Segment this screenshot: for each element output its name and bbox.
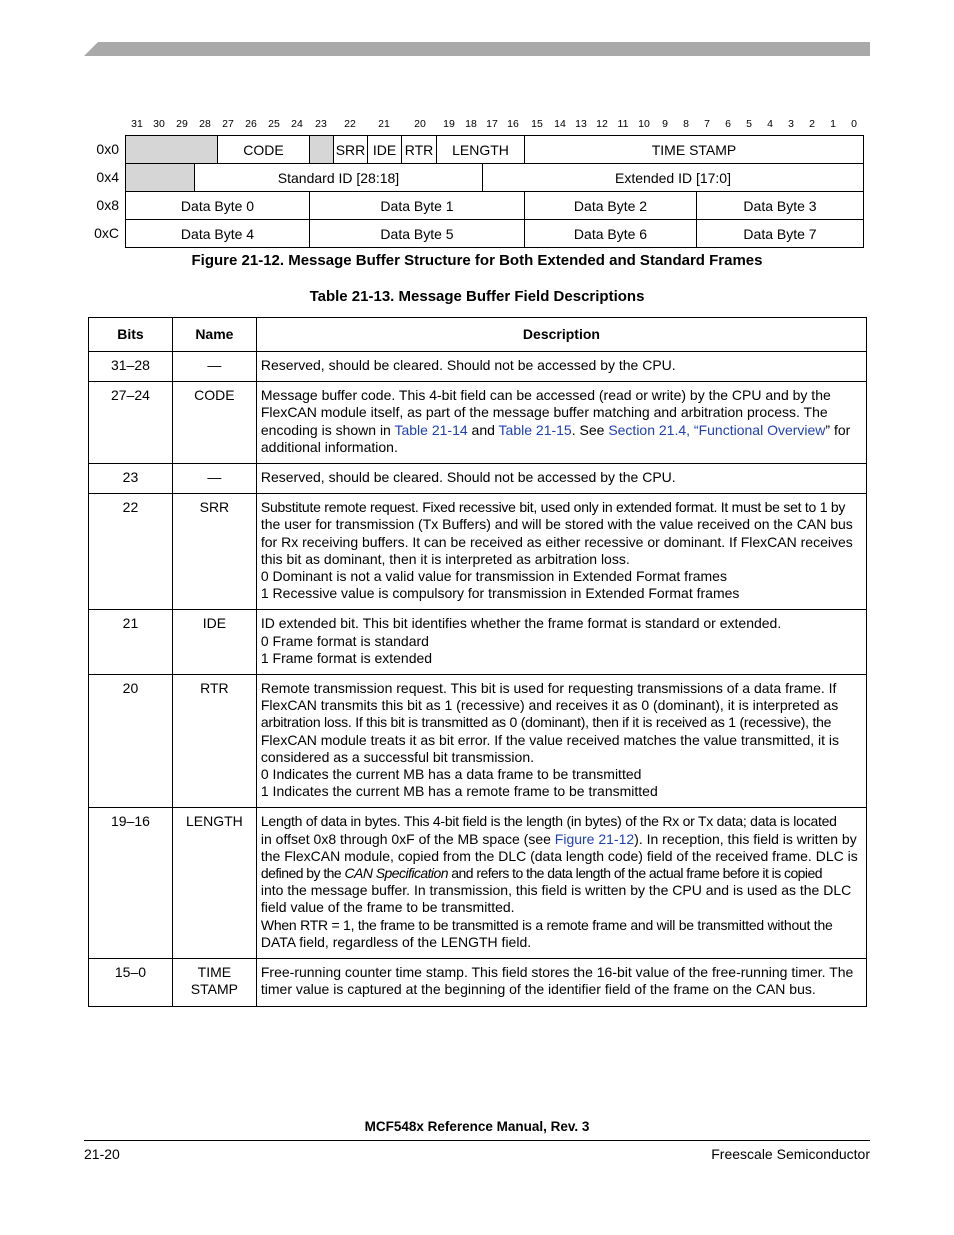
bits-cell: 27–24 [89,382,173,464]
bit-number: 30 [153,118,165,130]
data-byte-cell: Data Byte 2 [524,191,696,219]
table-row [89,808,867,959]
section-21-4-link[interactable]: Section 21.4, “Functional Overview [608,421,826,438]
bit-number: 28 [199,118,211,130]
name-cell: LENGTH [172,808,256,959]
reserved-cell [125,135,217,163]
extended-id-cell: Extended ID [17:0] [482,163,864,191]
bit-number: 2 [809,118,815,130]
ide-field-cell: IDE [367,135,401,163]
bits-cell: 15–0 [89,959,173,1006]
description-line: additional information. [260,438,398,455]
bit-number: 23 [315,118,327,130]
srr-field-cell: SRR [333,135,367,163]
table-row [89,494,867,610]
name-cell: RTR [172,675,256,808]
description-text: in offset 0x8 through 0xF of the MB space (see [260,830,555,847]
description-line: for Rx receiving buffers. It can be received as either recessive or dominant. If FlexCAN receives [260,533,853,550]
description-line [261,865,862,882]
table-row [89,352,867,382]
bit-number-row [0,118,954,132]
bit-number: 22 [344,118,356,130]
name-cell: CODE [172,382,256,464]
bit-number: 9 [662,118,668,130]
table-row [89,610,867,675]
header-banner-shape [84,42,870,56]
bit-number: 26 [245,118,257,130]
data-byte-cell: Data Byte 4 [125,219,309,247]
table-row [89,464,867,494]
bit-number: 13 [575,118,587,130]
name-line: TIME [197,964,232,981]
bits-cell: 20 [89,675,173,808]
field-description-table [88,317,867,1007]
can-specification-text: CAN Specification [344,865,448,882]
description-cell [256,808,866,959]
description-text: defined by the [260,865,345,882]
data-byte-cell: Data Byte 3 [696,191,864,219]
table-row [89,675,867,808]
description-line: DATA field, regardless of the LENGTH field. [260,933,532,950]
standard-id-cell: Standard ID [28:18] [194,163,482,191]
register-row-0x0 [125,135,864,163]
bit-number: 8 [683,118,689,130]
bit-value-item: 0 Dominant is not a valid value for transmission in Extended Format frames [260,568,727,585]
bit-value-item: 1 Recessive value is compulsory for transmission in Extended Format frames [260,585,740,602]
name-line: STAMP [190,981,238,998]
bit-number: 24 [291,118,303,130]
register-row-0xC [125,219,864,247]
register-row-0x4 [125,163,864,191]
name-cell: — [172,464,256,494]
address-label: 0x0 [96,141,119,157]
bit-number: 25 [268,118,280,130]
description-line: FlexCAN transmits this bit as 1 (recessive) and receives it as 0 (dominant), it is interpreted as [260,697,839,714]
description-line: Length of data in bytes. This 4-bit field is the length (in bytes) of the Rx or Tx data; data is located [260,813,837,830]
description-line: Substitute remote request. Fixed recessive bit, used only in extended format. It must be set to 1 by [260,499,846,516]
bit-number: 7 [704,118,710,130]
bit-number: 27 [222,118,234,130]
bit-number: 3 [788,118,794,130]
bits-cell: 21 [89,610,173,675]
description-line: arbitration loss. If this bit is transmitted as 0 (dominant), then if it is received as 1 (recessive), the [260,714,832,731]
address-label: 0x8 [96,197,119,213]
description-line: Reserved, should be cleared. Should not be accessed by the CPU. [260,469,676,486]
description-line: FlexCAN module treats it as bit error. If the value received matches the value transmitted, it is [260,731,840,748]
name-cell: — [172,352,256,382]
footer-company: Freescale Semiconductor [711,1146,870,1162]
description-line: the user for transmission (Tx Buffers) and will be stored with the value received on the CAN bus [260,516,853,533]
name-cell [172,959,256,1006]
description-line: considered as a successful bit transmission. [260,748,534,765]
register-bottom-border [125,247,864,248]
column-header-name: Name [172,318,256,352]
bits-cell: 19–16 [89,808,173,959]
bit-value-item: 1 Frame format is extended [260,649,433,666]
description-line: When RTR = 1, the frame to be transmitted is a remote frame and will be transmitted without the [260,916,833,933]
rtr-field-cell: RTR [401,135,436,163]
bits-cell: 31–28 [89,352,173,382]
bit-number: 14 [554,118,566,130]
description-cell [256,352,866,382]
address-label: 0x4 [96,169,119,185]
description-cell [256,464,866,494]
address-label: 0xC [94,225,119,241]
name-cell: IDE [172,610,256,675]
table-header-row [89,318,867,352]
bit-number: 6 [725,118,731,130]
bits-cell: 22 [89,494,173,610]
description-line: this bit as dominant, then it is interpreted as arbitration loss. [260,550,630,567]
bit-number: 4 [767,118,773,130]
bit-value-item: 0 Indicates the current MB has a data frame to be transmitted [260,766,642,783]
name-cell: SRR [172,494,256,610]
reserved-cell [125,163,194,191]
description-line: field value of the frame to be transmitted. [260,899,515,916]
description-cell [256,675,866,808]
bit-number: 15 [531,118,543,130]
code-field-cell: CODE [217,135,309,163]
length-field-cell: LENGTH [436,135,524,163]
bit-number: 20 [414,118,426,130]
description-line [261,422,862,439]
description-cell [256,494,866,610]
figure-21-12-link[interactable]: Figure 21-12 [554,830,635,847]
description-line: into the message buffer. In transmission, this field is written by the CPU and is used as the DLC [260,882,852,899]
time-stamp-field-cell: TIME STAMP [524,135,864,163]
description-line: Message buffer code. This 4-bit field can be accessed (read or write) by the CPU and by the [260,387,831,404]
column-header-description: Description [256,318,866,352]
table-row [89,959,867,1006]
page-number: 21-20 [84,1146,120,1162]
description-line: Reserved, should be cleared. Should not be accessed by the CPU. [260,357,676,373]
bit-number: 21 [378,118,390,130]
data-byte-cell: Data Byte 1 [309,191,524,219]
description-cell [256,959,866,1006]
description-text: ). In reception, this field is written by [634,830,857,847]
message-buffer-register-figure [125,135,864,247]
bit-number: 18 [465,118,477,130]
description-line: FlexCAN module itself, as part of the message buffer matching and arbitration process. The [260,404,828,421]
bit-number: 19 [443,118,455,130]
bit-number: 12 [596,118,608,130]
description-text: and [467,421,499,438]
table-caption: Table 21-13. Message Buffer Field Descriptions [309,288,645,305]
bit-value-item: 0 Frame format is standard [260,632,429,649]
footer-divider [84,1140,870,1141]
description-text: encoding is shown in [260,421,395,438]
description-cell [256,610,866,675]
table-row [89,382,867,464]
description-line: Free-running counter time stamp. This field stores the 16-bit value of the free-running timer. The [260,964,854,981]
header-banner [84,42,870,56]
bit-number: 0 [851,118,857,130]
bit-number: 16 [507,118,519,130]
column-header-bits: Bits [89,318,173,352]
bit-number: 31 [131,118,143,130]
reserved-cell [309,135,333,163]
bit-number: 17 [486,118,498,130]
bit-number: 29 [176,118,188,130]
bits-cell: 23 [89,464,173,494]
bit-value-item: 1 Indicates the current MB has a remote frame to be transmitted [260,783,658,800]
description-cell [256,382,866,464]
description-line: ID extended bit. This bit identifies whether the frame format is standard or extended. [260,615,782,632]
footer-manual-title: MCF548x Reference Manual, Rev. 3 [364,1119,590,1134]
description-line [261,831,862,848]
data-byte-cell: Data Byte 5 [309,219,524,247]
description-text: and refers to the data length of the actual frame before it is copied [447,865,822,882]
description-line: the FlexCAN module, copied from the DLC (data length code) field of the received frame. DLC is [260,847,858,864]
figure-caption: Figure 21-12. Message Buffer Structure for Both Extended and Standard Frames [191,252,763,269]
bit-number: 1 [830,118,836,130]
description-text: . See [571,421,609,438]
table-21-14-link[interactable]: Table 21-14 [394,421,468,438]
description-line: timer value is captured at the beginning of the identifier field of the frame on the CAN bus. [260,981,816,998]
bit-number: 11 [617,118,629,130]
bit-number: 5 [746,118,752,130]
register-row-0x8 [125,191,864,219]
bit-number: 10 [638,118,650,130]
table-21-15-link[interactable]: Table 21-15 [498,421,572,438]
description-text: ” for [825,421,851,438]
data-byte-cell: Data Byte 7 [696,219,864,247]
data-byte-cell: Data Byte 0 [125,191,309,219]
data-byte-cell: Data Byte 6 [524,219,696,247]
description-line: Remote transmission request. This bit is used for requesting transmissions of a data frame. If [260,680,837,697]
